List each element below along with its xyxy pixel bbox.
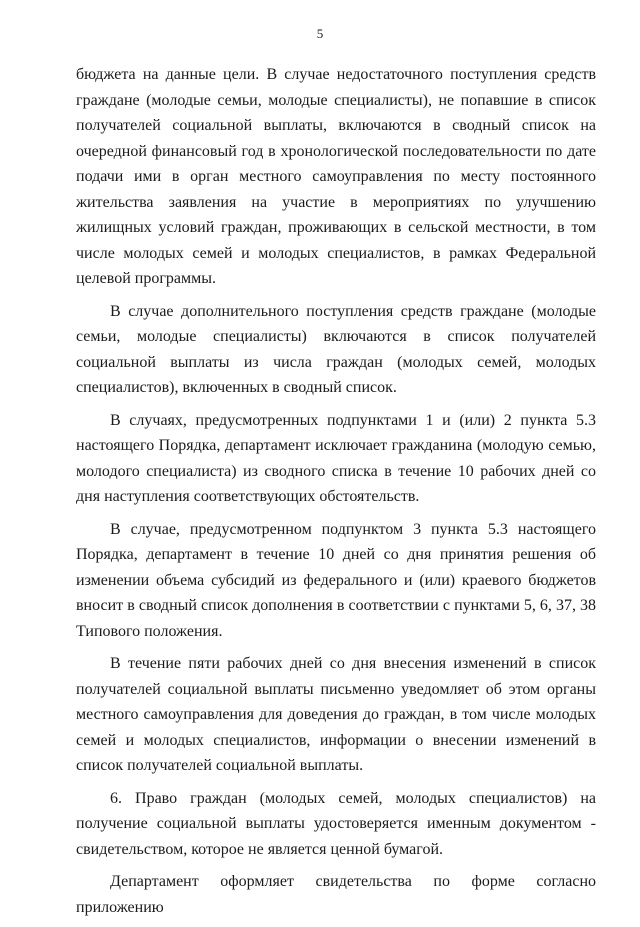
paragraph-6: 6. Право граждан (молодых семей, молодых специалистов) на получение социальной выплаты удостоверяется именным документом - свидетельством, которое не является ценной бумагой. bbox=[76, 789, 596, 858]
paragraph-4: В случае, предусмотренном подпунктом 3 пункта 5.3 настоящего Порядка, департамент в течение 10 дней со дня принятия решения об изменении объема субсидий из федерального и (или) краевого бюджетов вносит в сводный список дополнения в соответствии с пунктами 5, 6, 37, 38 Типового положения. bbox=[76, 520, 596, 640]
page-number: 5 bbox=[316, 26, 324, 41]
paragraph-1: бюджета на данные цели. В случае недостаточного поступления средств граждане (молодые семьи, молодые специалисты), не попавшие в список получателей социальной выплаты, включаются в сводный список на очередной финансовый год в хронологической последовательности по дате подачи ими в орган местного самоуправления по месту постоянного жительства заявления на участие в мероприятиях по улучшению жилищных условий граждан, проживающих в сельской местности, в том числе молодых семей и молодых специалистов, в рамках Федеральной целевой программы. bbox=[76, 66, 596, 287]
paragraph-5: В течение пяти рабочих дней со дня внесения изменений в список получателей социальной выплаты письменно уведомляет об этом органы местного самоуправления для доведения до граждан, в том числе молодых семей и молодых специалистов, информации о внесении изменений в список получателей социальной выплаты. bbox=[76, 655, 596, 774]
document-body bbox=[76, 62, 596, 927]
paragraph-7: Департамент оформляет свидетельства по форме согласно приложению bbox=[76, 873, 596, 916]
paragraph-3: В случаях, предусмотренных подпунктами 1 и (или) 2 пункта 5.3 настоящего Порядка, департамент исключает гражданина (молодую семью, молодого специалиста) из сводного списка в течение 10 рабочих дней со дня наступления соответствующих обстоятельств. bbox=[76, 411, 596, 505]
paragraph-2: В случае дополнительного поступления средств граждане (молодые семьи, молодые специалисты) включаются в список получателей социальной выплаты из числа граждан (молодых семей, молодых специалистов), включенных в сводный список. bbox=[76, 302, 596, 396]
